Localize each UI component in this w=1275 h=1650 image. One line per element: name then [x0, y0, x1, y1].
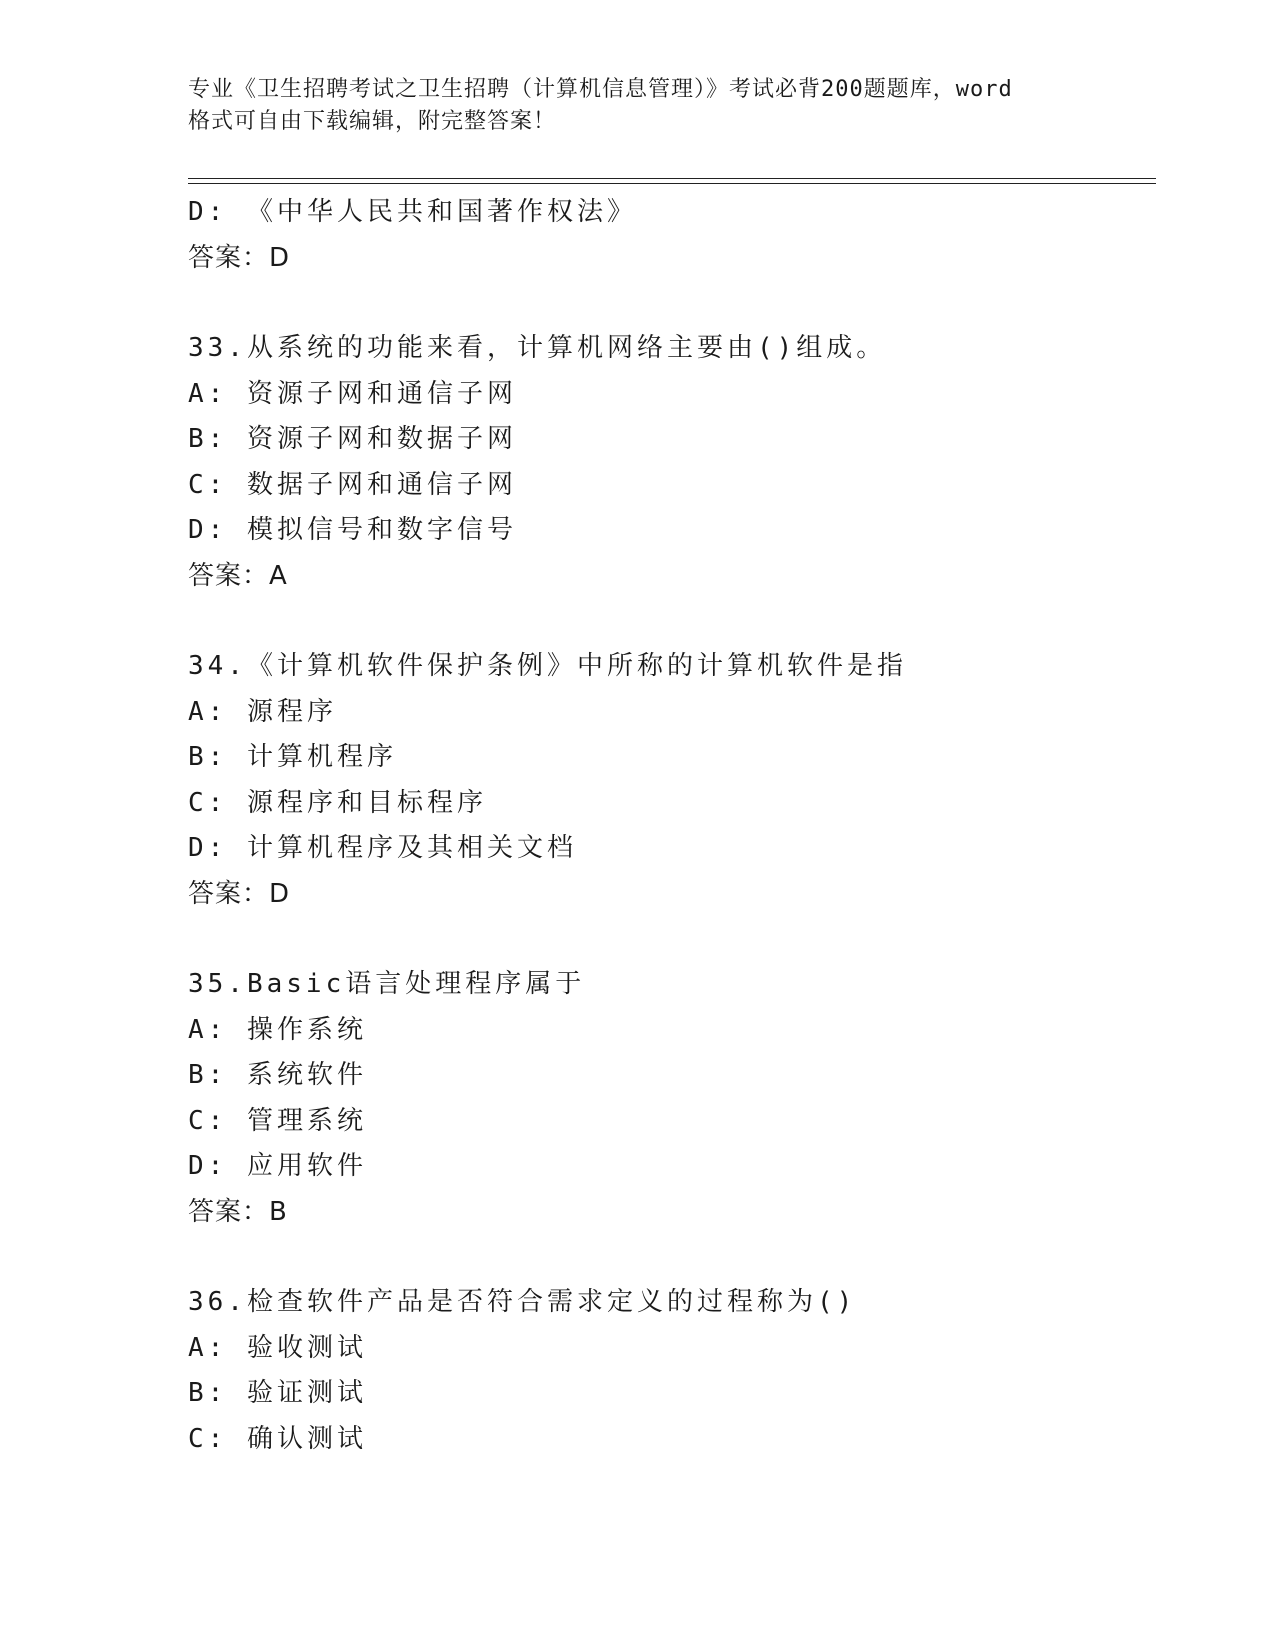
option-d: D: 模拟信号和数字信号: [188, 515, 517, 545]
previous-answer: 答案：D: [188, 242, 291, 273]
option-c: C: 管理系统: [188, 1105, 367, 1136]
option-a: A: 操作系统: [188, 1014, 367, 1045]
option-a: A: 验收测试: [188, 1332, 367, 1363]
option-c: C: 源程序和目标程序: [188, 787, 487, 818]
option-b: B: 资源子网和数据子网: [188, 424, 517, 454]
header-divider-bottom: [188, 183, 1156, 184]
option-d: D: 计算机程序及其相关文档: [188, 833, 577, 863]
answer: 答案：D: [188, 878, 291, 909]
header-line-1: 专业《卫生招聘考试之卫生招聘（计算机信息管理）》考试必背200题题库，word: [188, 77, 1013, 102]
header-line-2: 格式可自由下载编辑，附完整答案！: [188, 109, 557, 134]
header-divider-top: [188, 178, 1156, 179]
option-b: B: 计算机程序: [188, 742, 397, 772]
question-stem: 34.《计算机软件保护条例》中所称的计算机软件是指: [188, 651, 907, 681]
question-content: [188, 190, 1156, 1462]
question-stem: 35.Basic语言处理程序属于: [188, 969, 586, 999]
option-b: B: 系统软件: [188, 1060, 367, 1090]
option-c: C: 数据子网和通信子网: [188, 469, 517, 500]
answer: 答案：B: [188, 1196, 288, 1227]
option-d: D: 应用软件: [188, 1151, 367, 1181]
option-a: A: 源程序: [188, 696, 337, 727]
question-stem: 36.检查软件产品是否符合需求定义的过程称为(): [188, 1287, 857, 1317]
option-a: A: 资源子网和通信子网: [188, 378, 517, 409]
question-stem: 33.从系统的功能来看，计算机网络主要由()组成。: [188, 333, 887, 363]
question-35: [188, 962, 1156, 1235]
question-34: [188, 644, 1156, 917]
question-33: [188, 326, 1156, 599]
document-header: [188, 74, 1088, 138]
question-36: [188, 1280, 1156, 1462]
answer: 答案：A: [188, 560, 288, 591]
option-b: B: 验证测试: [188, 1378, 367, 1408]
option-c: C: 确认测试: [188, 1423, 367, 1454]
previous-option-d: D: 《中华人民共和国著作权法》: [188, 197, 637, 227]
